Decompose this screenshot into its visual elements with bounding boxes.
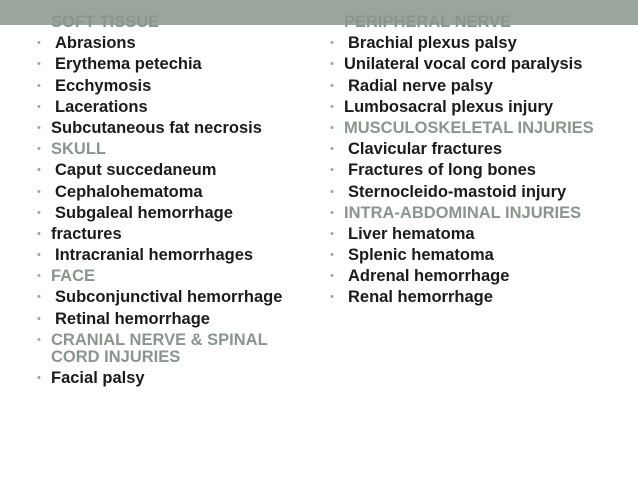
item-text: Liver hematoma — [348, 224, 475, 243]
bullet-icon: • — [330, 249, 334, 262]
list-item-brachial-plexus-palsy — [330, 35, 630, 52]
item-text: Retinal hemorrhage — [55, 309, 210, 328]
section-heading-face — [37, 268, 309, 285]
right-column-list — [330, 14, 630, 311]
bullet-icon: • — [37, 185, 41, 198]
list-item-renal-hemorrhage — [330, 289, 630, 306]
item-text: Sternocleido-mastoid injury — [348, 182, 567, 201]
bullet-icon: • — [330, 100, 334, 113]
bullet-icon: • — [37, 164, 41, 177]
bullet-icon: • — [37, 270, 41, 283]
list-item-erythema-petechia — [37, 56, 309, 73]
bullet-icon: • — [330, 16, 334, 28]
list-item-subcutaneous-fat-necrosis — [37, 120, 309, 137]
item-text: Ecchymosis — [55, 76, 152, 95]
item-text: INTRA-ABDOMINAL INJURIES — [344, 203, 582, 222]
item-text: MUSCULOSKELETAL INJURIES — [344, 118, 594, 137]
bullet-icon: • — [37, 249, 41, 262]
bullet-icon: • — [330, 185, 334, 198]
list-item-radial-nerve-palsy — [330, 78, 630, 95]
list-item-fractures-of-long-bones — [330, 162, 630, 179]
item-text: Subconjunctival hemorrhage — [55, 288, 283, 307]
list-item-sternocleido-mastoid-injury — [330, 184, 630, 201]
left-column-list — [37, 14, 309, 391]
list-item-subgaleal-hemorrhage — [37, 205, 309, 222]
item-text: Abrasions — [55, 34, 136, 53]
item-text: Fractures of long bones — [348, 161, 536, 180]
bullet-icon: • — [37, 227, 41, 240]
section-heading-soft-tissue — [37, 14, 309, 31]
list-item-clavicular-fractures — [330, 141, 630, 158]
bullet-icon: • — [330, 37, 334, 50]
list-item-fractures — [37, 226, 309, 243]
item-text: Subcutaneous fat necrosis — [51, 118, 262, 137]
item-text: Brachial plexus palsy — [348, 34, 517, 53]
item-text: Caput succedaneum — [55, 161, 217, 180]
item-text: SOFT TISSUE — [51, 13, 160, 31]
list-item-lumbosacral-plexus-injury — [330, 99, 630, 116]
item-text: Subgaleal hemorrhage — [55, 203, 233, 222]
bullet-icon: • — [37, 100, 41, 113]
list-item-unilateral-vocal-cord-paralysis — [330, 56, 630, 73]
item-text: Lumbosacral plexus injury — [344, 97, 554, 116]
bullet-icon: • — [330, 206, 334, 219]
item-text: FACE — [51, 267, 96, 286]
bullet-icon: • — [37, 372, 41, 384]
list-item-abrasions — [37, 35, 309, 52]
item-text: Cephalohematoma — [55, 182, 203, 201]
item-text: Radial nerve palsy — [348, 76, 493, 95]
list-item-ecchymosis — [37, 78, 309, 95]
list-item-adrenal-hemorrhage — [330, 268, 630, 285]
item-text: Splenic hematoma — [348, 246, 494, 265]
bullet-icon: • — [37, 312, 41, 325]
bullet-icon: • — [330, 227, 334, 240]
bullet-icon: • — [37, 79, 41, 92]
bullet-icon: • — [37, 121, 41, 134]
bullet-icon: • — [37, 58, 41, 71]
bullet-icon: • — [37, 143, 41, 156]
item-text: CRANIAL NERVE & SPINAL CORD INJURIES — [51, 330, 268, 366]
list-item-intracranial-hemorrhages — [37, 247, 309, 264]
item-text: Erythema petechia — [55, 55, 202, 74]
list-item-lacerations — [37, 99, 309, 116]
item-text: Intracranial hemorrhages — [55, 246, 254, 265]
list-item-facial-palsy — [37, 370, 309, 387]
item-text: Lacerations — [55, 97, 148, 116]
bullet-icon: • — [330, 58, 334, 71]
bullet-icon: • — [330, 291, 334, 304]
item-text: fractures — [51, 224, 122, 243]
list-item-splenic-hematoma — [330, 247, 630, 264]
item-text: Clavicular fractures — [348, 140, 503, 159]
list-item-subconjunctival-hemorrhage — [37, 289, 309, 306]
section-heading-cranial-nerve-and-spinal-cord-injuries — [37, 332, 309, 366]
bullet-icon: • — [330, 164, 334, 177]
bullet-icon: • — [37, 333, 41, 346]
item-text: PERIPHERAL NERVE — [344, 13, 512, 31]
section-heading-skull — [37, 141, 309, 158]
bullet-icon: • — [37, 37, 41, 50]
bullet-icon: • — [330, 143, 334, 156]
bullet-icon: • — [330, 270, 334, 283]
list-item-liver-hematoma — [330, 226, 630, 243]
section-heading-intra-abdominal-injuries — [330, 205, 630, 222]
item-text: Unilateral vocal cord paralysis — [344, 55, 583, 74]
list-item-cephalohematoma — [37, 184, 309, 201]
list-item-caput-succedaneum — [37, 162, 309, 179]
bullet-icon: • — [37, 206, 41, 219]
item-text: SKULL — [51, 140, 106, 159]
item-text: Renal hemorrhage — [348, 288, 493, 307]
list-item-retinal-hemorrhage — [37, 311, 309, 328]
bullet-icon: • — [330, 121, 334, 134]
bullet-icon: • — [330, 79, 334, 92]
item-text: Facial palsy — [51, 369, 145, 387]
section-heading-peripheral-nerve — [330, 14, 630, 31]
item-text: Adrenal hemorrhage — [348, 267, 510, 286]
section-heading-musculoskeletal-injuries — [330, 120, 630, 137]
bullet-icon: • — [37, 291, 41, 304]
bullet-icon: • — [37, 16, 41, 28]
